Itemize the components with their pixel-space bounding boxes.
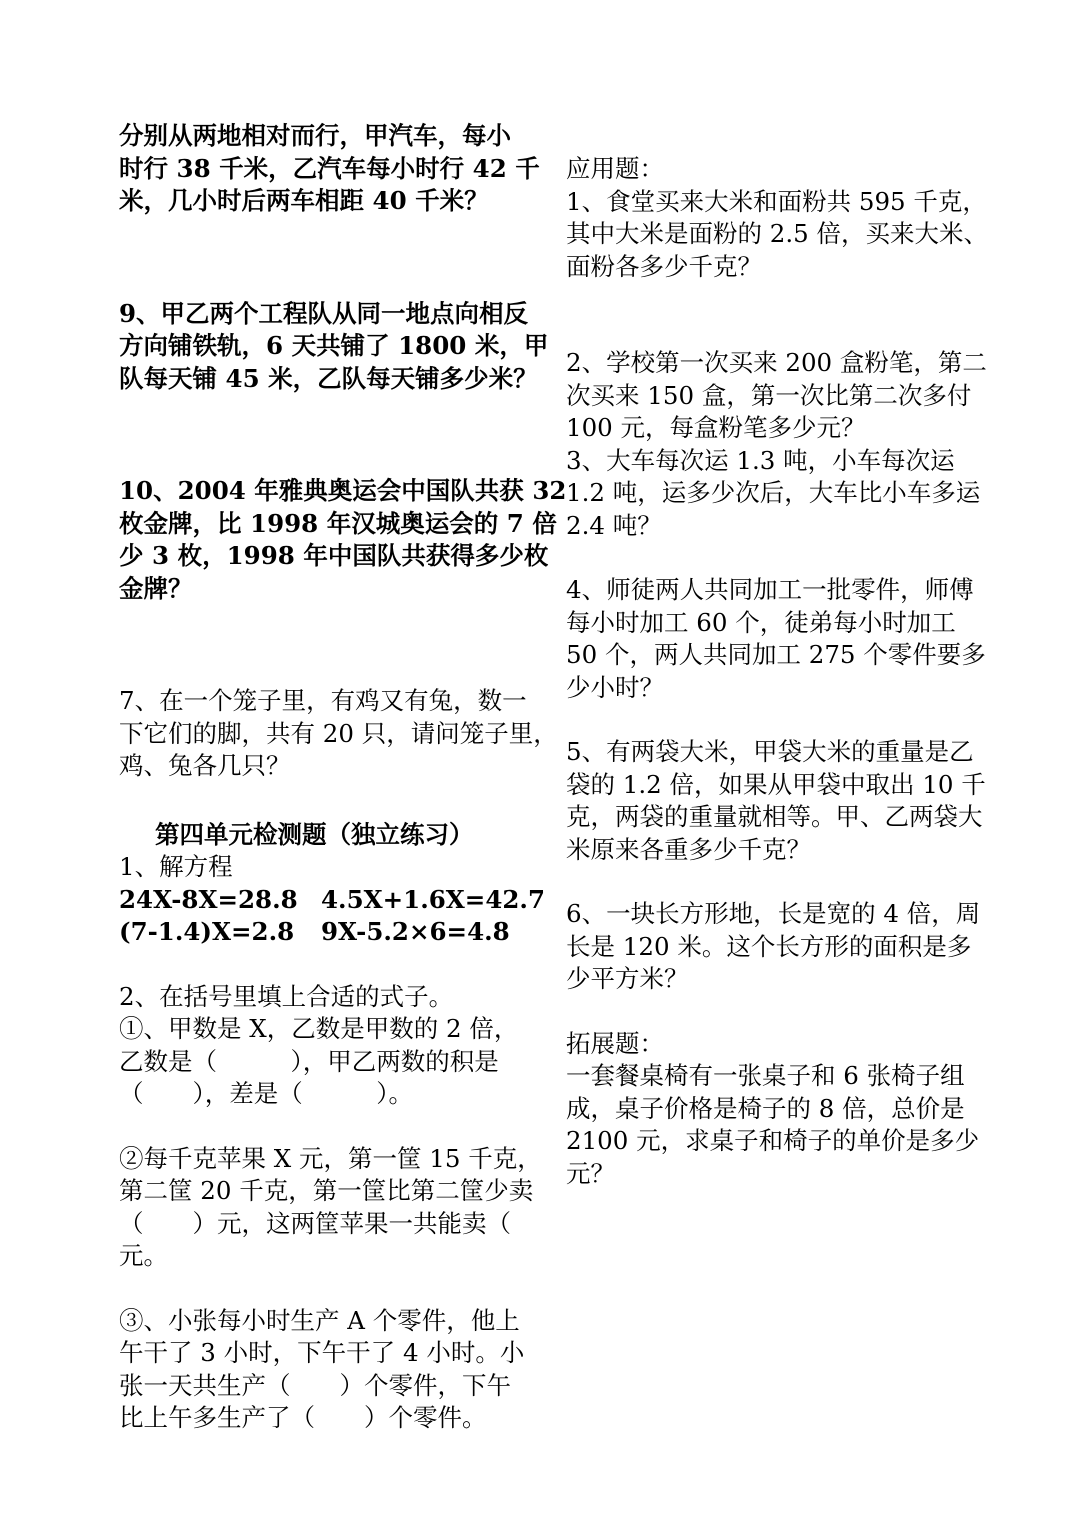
text-line: 9、甲乙两个工程队从同一地点向相反 [119, 298, 529, 328]
fill-in-question-2 [119, 981, 539, 1111]
question-7 [119, 685, 558, 783]
text-line: 分别从两地相对而行，甲汽车，每小 [119, 121, 511, 150]
text-line: 第二筐 20 千克，第一筐比第二筐少卖 [119, 1176, 534, 1205]
text-line: 7、在一个笼子里，有鸡又有兔，数一 [119, 686, 527, 715]
text-line: 鸡、兔各几只？ [119, 751, 291, 780]
question-8-continued [119, 120, 539, 218]
equation-row-1 [119, 884, 545, 917]
extension-title: 拓展题： [566, 1028, 664, 1058]
equation: 9X-5.2×6=4.8 [321, 917, 510, 946]
text-line: 4、师徒两人共同加工一批零件，师傅 [566, 575, 974, 604]
text-line: 队每天铺 45 米，乙队每天铺多少米？ [119, 363, 538, 393]
text-line: （ ），差是（ ）。 [119, 1079, 413, 1108]
text-line: 次买来 150 盒，第一次比第二次多付 [566, 380, 972, 410]
fill-in-question-2-part-3 [119, 1305, 539, 1435]
question-10 [119, 475, 567, 605]
text-line: 元？ [566, 1158, 615, 1188]
text-line: 少平方米？ [566, 964, 689, 993]
application-question-1 [566, 186, 989, 284]
text-line: 1、食堂买来大米和面粉共 595 千克， [566, 186, 987, 216]
text-line: ③、小张每小时生产 A 个零件，他上 [119, 1305, 520, 1335]
text-line: 少小时？ [566, 672, 664, 702]
text-line: 张一天共生产（ ）个零件，下午 [119, 1370, 511, 1400]
text-line: 袋的 1.2 倍，如果从甲袋中取出 10 千 [566, 769, 986, 799]
equation: 4.5X+1.6X=42.7 [321, 884, 545, 914]
text-line: 2.4 吨？ [566, 510, 662, 540]
text-line: 金牌？ [119, 573, 193, 603]
text-line: 5、有两袋大米，甲袋大米的重量是乙 [566, 737, 974, 766]
text-line: 2、在括号里填上合适的式子。 [119, 981, 454, 1011]
text-line: （ ）元，这两筐苹果一共能卖（ [119, 1208, 511, 1238]
left-column [119, 120, 567, 1435]
text-line: 比上午多生产了（ ）个零件。 [119, 1403, 487, 1432]
text-line: 乙数是（ ），甲乙两数的积是 [119, 1046, 499, 1076]
extension-question [566, 1060, 986, 1190]
text-line: 2、学校第一次买来 200 盒粉笔，第二 [566, 348, 987, 377]
text-line: 10、2004 年雅典奥运会中国队共获 32 [119, 476, 567, 505]
fill-in-question-2-part-2 [119, 1143, 542, 1273]
text-line: 6、一块长方形地，长是宽的 4 倍，周 [566, 899, 981, 928]
text-line: 午干了 3 小时，下午干了 4 小时。小 [119, 1338, 525, 1367]
text-line: 克，两袋的重量就相等。甲、乙两袋大 [566, 802, 983, 831]
text-line: 其中大米是面粉的 2.5 倍，买来大米、 [566, 219, 989, 248]
equation: (7-1.4)X=2.8 [119, 917, 295, 946]
application-question-3 [566, 445, 986, 543]
text-line: 元。 [119, 1241, 168, 1270]
application-question-5 [566, 736, 986, 866]
text-line: 少 3 枚，1998 年中国队共获得多少枚 [119, 541, 549, 570]
text-line: 1.2 吨，运多少次后，大车比小车多运 [566, 478, 981, 507]
text-line: 面粉各多少千克？ [566, 251, 762, 281]
text-line: 100 元，每盒粉笔多少元？ [566, 413, 866, 442]
equation: 24X-8X=28.8 [119, 884, 298, 914]
application-question-4 [566, 574, 986, 704]
equation-row-2 [119, 916, 539, 949]
text-line: 米，几小时后两车相距 40 千米？ [119, 186, 489, 215]
text-line: 下它们的脚，共有 20 只，请问笼子里， [119, 718, 558, 748]
right-column [566, 153, 989, 1190]
text-line: ①、甲数是 X，乙数是甲数的 2 倍， [119, 1014, 519, 1043]
unit-title: 第四单元检测题（独立练习） [155, 819, 474, 849]
solve-equations-title: 1、解方程 [119, 852, 233, 881]
text-line: 时行 38 千米，乙汽车每小时行 42 千 [119, 153, 540, 183]
text-line: ②每千克苹果 X 元，第一筐 15 千克， [119, 1143, 542, 1173]
text-line: 每小时加工 60 个，徒弟每小时加工 [566, 607, 956, 637]
text-line: 长是 120 米。这个长方形的面积是多 [566, 931, 972, 961]
text-line: 一套餐桌椅有一张桌子和 6 张椅子组 [566, 1061, 965, 1090]
text-line: 米原来各重多少千克？ [566, 834, 811, 864]
text-line: 方向铺铁轨，6 天共铺了 1800 米，甲 [119, 331, 549, 360]
text-line: 50 个，两人共同加工 275 个零件要多 [566, 640, 986, 669]
question-9 [119, 298, 549, 396]
text-line: 2100 元，求桌子和椅子的单价是多少 [566, 1126, 980, 1155]
text-line: 成，桌子价格是椅子的 8 倍，总价是 [566, 1093, 965, 1123]
text-line: 3、大车每次运 1.3 吨，小车每次运 [566, 445, 955, 475]
application-question-6 [566, 898, 986, 996]
application-question-2 [566, 347, 986, 445]
text-line: 枚金牌，比 1998 年汉城奥运会的 7 倍 [119, 508, 557, 538]
application-title: 应用题： [566, 154, 664, 183]
